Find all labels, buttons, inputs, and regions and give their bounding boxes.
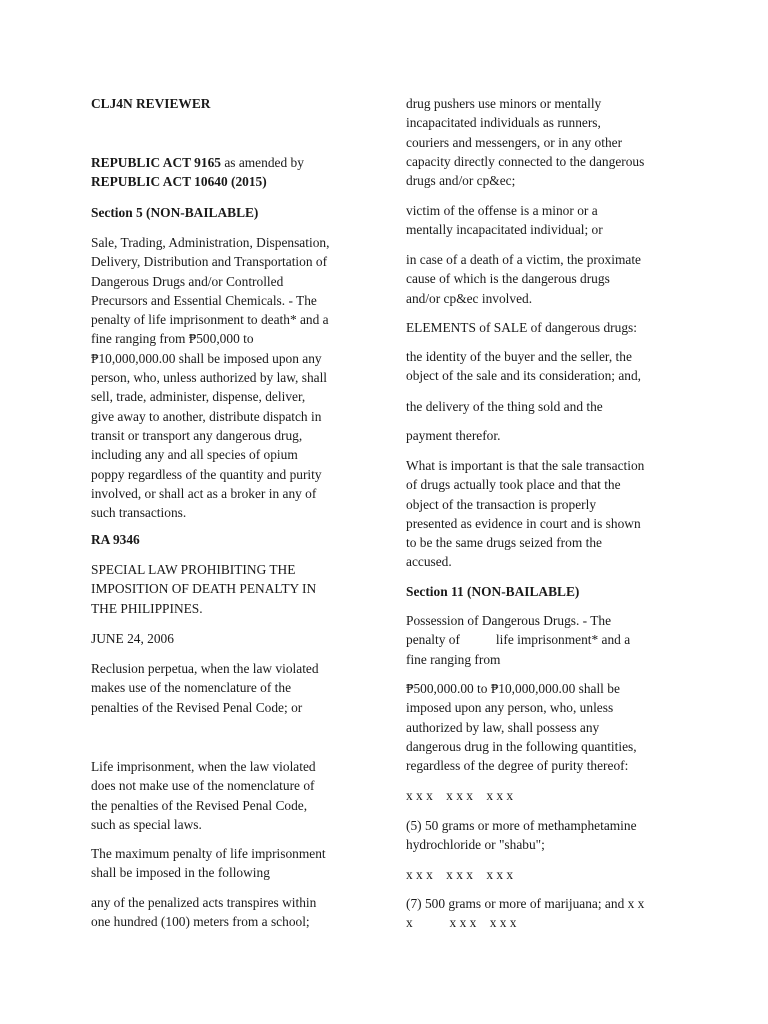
- reclusion-paragraph: [91, 659, 371, 717]
- text-line: one hundred (100) meters from a school;: [91, 914, 310, 930]
- ra9346-heading: RA 9346: [91, 532, 140, 547]
- ellipsis-line-1: x x x x x x x x x: [406, 788, 514, 803]
- section11-heading: Section 11 (NON-BAILABLE): [406, 584, 580, 599]
- fine-paragraph: [406, 679, 688, 775]
- text-line: presented as evidence in court and is shown: [406, 515, 641, 531]
- text-line: IMPOSITION OF DEATH PENALTY IN: [91, 581, 317, 597]
- text-line: incapacitated individuals as runners,: [406, 115, 601, 131]
- ra9165-act: REPUBLIC ACT 9165: [91, 155, 221, 170]
- text-line: The maximum penalty of life imprisonment: [91, 846, 326, 861]
- life-imprisonment-paragraph: [91, 757, 371, 834]
- text-line: Dangerous Drugs and/or Controlled: [91, 273, 284, 289]
- text-line: Precursors and Essential Chemicals. - The: [91, 292, 317, 308]
- text-line: drugs and/or cp&ec;: [406, 173, 516, 189]
- payment-line: payment therefor.: [406, 428, 501, 443]
- important-paragraph: [406, 456, 688, 572]
- ra9165-heading: [91, 153, 371, 192]
- text-line: penalty of life imprisonment to death* and a: [91, 312, 329, 328]
- marijuana-paragraph: [406, 894, 688, 933]
- text-line: authorized by law, shall possess any: [406, 719, 600, 735]
- text-line: including any and all species of opium: [91, 447, 298, 463]
- text-line: accused.: [406, 554, 452, 570]
- text-line: ₱500,000.00 to ₱10,000,000.00 shall be: [406, 681, 620, 696]
- text-line: involved, or shall act as a broker in any of: [91, 485, 317, 501]
- text-fragment: penalty of: [406, 632, 460, 648]
- text-line: person, who, unless authorized by law, shall: [91, 370, 328, 386]
- text-line: (5) 50 grams or more of methamphetamine: [406, 818, 637, 833]
- text-line: drug pushers use minors or mentally: [406, 96, 602, 111]
- death-paragraph: [406, 250, 688, 308]
- penalized-acts-paragraph: [91, 893, 371, 932]
- text-line: couriers and messengers, or in any other: [406, 134, 623, 150]
- text-fragment: life imprisonment* and a: [495, 632, 631, 648]
- identity-paragraph: [406, 347, 688, 386]
- text-line: x x x x x x x: [406, 915, 517, 931]
- ra10640-act: REPUBLIC ACT 10640 (2015): [91, 174, 267, 190]
- text-line: fine ranging from: [406, 651, 501, 667]
- text-line: dangerous drug in the following quantities,: [406, 738, 637, 754]
- text-line: SPECIAL LAW PROHIBITING THE: [91, 562, 296, 577]
- text-line: imposed upon any person, who, unless: [406, 700, 614, 716]
- possession-paragraph: [406, 611, 688, 669]
- text-line: the penalties of the Revised Penal Code,: [91, 797, 308, 813]
- text-line: makes use of the nomenclature of the: [91, 680, 292, 696]
- text-line: transit or transport any dangerous drug,: [91, 427, 303, 443]
- text-line: object of the sale and its consideration; and,: [406, 368, 642, 384]
- text-line: victim of the offense is a minor or a: [406, 203, 598, 218]
- text-line: shall be imposed in the following: [91, 865, 270, 881]
- document-title: CLJ4N REVIEWER: [91, 96, 211, 111]
- text-line: mentally incapacitated individual; or: [406, 222, 603, 238]
- special-law-paragraph: [91, 560, 371, 618]
- text-line: of drugs actually took place and that the: [406, 477, 621, 493]
- text-line: Sale, Trading, Administration, Dispensation,: [91, 235, 330, 250]
- text-line: such as special laws.: [91, 816, 202, 832]
- section5-paragraph: [91, 233, 371, 522]
- text-line: any of the penalized acts transpires within: [91, 895, 317, 910]
- text-line: in case of a death of a victim, the proximate: [406, 252, 641, 267]
- text-line: Reclusion perpetua, when the law violated: [91, 661, 319, 676]
- text-line: to be the same drugs seized from the: [406, 535, 602, 551]
- text-line: the identity of the buyer and the seller, the: [406, 349, 632, 364]
- elements-heading: ELEMENTS of SALE of dangerous drugs:: [406, 320, 637, 335]
- text-line: Possession of Dangerous Drugs. - The: [406, 613, 612, 628]
- text-line: ₱10,000,000.00 shall be imposed upon any: [91, 350, 322, 366]
- text-line: fine ranging from ₱500,000 to: [91, 331, 254, 347]
- section5-heading: Section 5 (NON-BAILABLE): [91, 205, 259, 220]
- text-line: capacity directly connected to the dangerous: [406, 153, 645, 169]
- text-line: sell, trade, administer, dispense, deliver,: [91, 389, 306, 405]
- text-line: such transactions.: [91, 505, 187, 521]
- text-line: Life imprisonment, when the law violated: [91, 759, 316, 774]
- drug-pushers-paragraph: [406, 94, 688, 190]
- text-line: give away to another, distribute dispatch in: [91, 408, 322, 424]
- text-line: What is important is that the sale transaction: [406, 458, 645, 473]
- date-line: JUNE 24, 2006: [91, 631, 174, 646]
- delivery-line: the delivery of the thing sold and the: [406, 399, 603, 414]
- text-line: cause of which is the dangerous drugs: [406, 271, 610, 287]
- text-line: poppy regardless of the quantity and purity: [91, 466, 322, 482]
- shabu-paragraph: [406, 816, 688, 855]
- max-penalty-paragraph: [91, 844, 371, 883]
- text-line: regardless of the degree of purity thereof:: [406, 758, 629, 774]
- ellipsis-line-2: x x x x x x x x x: [406, 867, 514, 882]
- text-line: (7) 500 grams or more of marijuana; and x x: [406, 896, 645, 911]
- text-line: hydrochloride or "shabu";: [406, 837, 545, 853]
- text-line: THE PHILIPPINES.: [91, 600, 203, 616]
- victim-paragraph: [406, 201, 688, 240]
- text-line: [406, 630, 688, 649]
- text-line: penalties of the Revised Penal Code; or: [91, 699, 303, 715]
- text-line: object of the transaction is properly: [406, 496, 597, 512]
- text-line: does not make use of the nomenclature of: [91, 778, 315, 794]
- text-line: and/or cp&ec involved.: [406, 290, 533, 306]
- text-line: Delivery, Distribution and Transportation of: [91, 254, 328, 270]
- ra9165-amended: as amended by: [220, 155, 304, 170]
